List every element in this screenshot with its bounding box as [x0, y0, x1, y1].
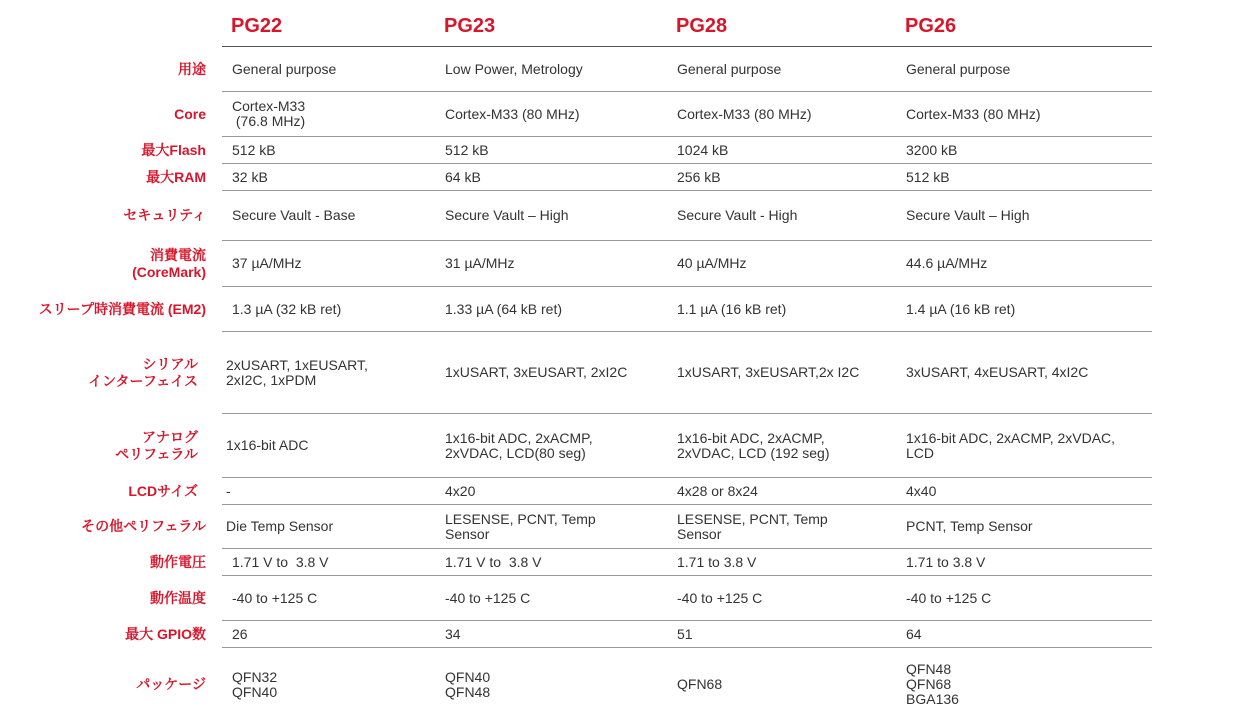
cell-text: 44.6 µA/MHz [906, 255, 988, 271]
cell-text: 1xUSART, 3xEUSART, 2xI2C [445, 364, 628, 380]
cell-text: -40 to +125 C [445, 589, 531, 606]
row-label-text: 最大 GPIO数 [125, 625, 206, 642]
table-cell [435, 47, 667, 92]
row-label-text: 最大Flash [141, 141, 206, 158]
row-label [0, 505, 222, 549]
table-cell [435, 137, 667, 164]
cell-text: General purpose [906, 60, 1011, 77]
table-cell [222, 137, 435, 164]
table-cell [435, 621, 667, 648]
row-label [0, 164, 222, 191]
table-row [0, 164, 1152, 191]
row-label [0, 241, 222, 287]
table-cell [896, 137, 1152, 164]
row-label-text: 消費電流 [150, 246, 206, 263]
cell-text: Secure Vault – High [445, 207, 569, 223]
table-cell [435, 549, 667, 576]
cell-text: QFN68 [677, 676, 723, 693]
table-row [0, 648, 1152, 722]
cell-text: -40 to +125 C [677, 589, 763, 606]
table-cell [667, 47, 896, 92]
row-label-text: 最大RAM [146, 168, 206, 185]
cell-text: -40 to +125 C [232, 589, 318, 606]
cell-text: Cortex-M33 [232, 98, 306, 114]
cell-text: 4x40 [906, 482, 937, 499]
cell-text: 3xUSART, 4xEUSART, 4xI2C [906, 364, 1089, 380]
cell-text: QFN40 [445, 668, 491, 685]
table-cell [222, 505, 435, 549]
cell-text: -40 to +125 C [906, 589, 992, 606]
row-label-text: その他ペリフェラル [81, 518, 206, 534]
table-cell [896, 414, 1152, 478]
table-cell [896, 576, 1152, 621]
table-cell [667, 505, 896, 549]
table-cell [896, 92, 1152, 137]
row-label [0, 621, 222, 648]
cell-text: Low Power, Metrology [445, 60, 583, 77]
column-header-pg26: PG26 [896, 6, 1152, 47]
table-cell [222, 191, 435, 241]
cell-text: 1.4 µA (16 kB ret) [906, 300, 1016, 317]
cell-text: PCNT, Temp Sensor [906, 518, 1033, 534]
cell-text: 2xI2C, 1xPDM [226, 371, 317, 388]
row-label-text: 動作温度 [150, 589, 206, 606]
cell-text: 1.1 µA (16 kB ret) [677, 300, 787, 317]
table-row [0, 241, 1152, 287]
cell-text: LCD [906, 444, 935, 461]
table-cell [435, 92, 667, 137]
cell-text: Die Temp Sensor [226, 518, 334, 534]
row-label-text: Core [174, 105, 206, 122]
cell-text: 64 [906, 625, 922, 642]
cell-text: 1024 kB [677, 141, 729, 158]
table-cell [435, 648, 667, 722]
cell-text: 2xUSART, 1xEUSART, [226, 356, 368, 373]
table-cell [896, 241, 1152, 287]
table-cell [896, 505, 1152, 549]
table-row [0, 332, 1152, 414]
table-cell [222, 549, 435, 576]
table-row [0, 414, 1152, 478]
table-cell [667, 137, 896, 164]
cell-text: - [226, 482, 231, 499]
cell-text: 1.33 µA (64 kB ret) [445, 300, 563, 317]
cell-text: QFN48 [906, 661, 952, 678]
cell-text: Secure Vault - Base [232, 207, 356, 223]
table-cell [667, 92, 896, 137]
cell-text: Cortex-M33 (80 MHz) [445, 105, 580, 122]
table-cell [667, 414, 896, 478]
cell-text: General purpose [232, 60, 337, 77]
cell-text: 512 kB [906, 168, 950, 185]
table-cell [222, 164, 435, 191]
table-cell [667, 332, 896, 414]
row-label [0, 47, 222, 92]
cell-text: 34 [445, 625, 461, 642]
table-cell [435, 505, 667, 549]
table-cell [435, 414, 667, 478]
cell-text: 1x16-bit ADC, 2xACMP, [677, 429, 825, 446]
cell-text: BGA136 [906, 691, 959, 708]
table-row [0, 621, 1152, 648]
column-header-pg28: PG28 [667, 6, 896, 47]
cell-text: LESENSE, PCNT, Temp [677, 510, 828, 527]
cell-text: Secure Vault – High [906, 207, 1030, 223]
cell-text: QFN40 [232, 683, 278, 700]
cell-text: QFN32 [232, 668, 278, 685]
cell-text: 32 kB [232, 168, 268, 185]
table-cell [222, 332, 435, 414]
cell-text: 1x16-bit ADC [226, 437, 309, 453]
table-cell [667, 648, 896, 722]
table-cell [667, 164, 896, 191]
row-label-text: パッケージ [136, 676, 206, 692]
cell-text: LESENSE, PCNT, Temp [445, 510, 596, 527]
row-label [0, 648, 222, 722]
row-label-text: (CoreMark) [132, 263, 206, 280]
table-cell [222, 576, 435, 621]
row-label-text: 動作電圧 [150, 553, 206, 570]
table-row [0, 505, 1152, 549]
table-cell [896, 549, 1152, 576]
table-cell [222, 241, 435, 287]
cell-text: Cortex-M33 (80 MHz) [677, 105, 812, 122]
table-row [0, 137, 1152, 164]
table-cell [896, 621, 1152, 648]
table-row [0, 92, 1152, 137]
table-row [0, 47, 1152, 92]
table-cell [222, 47, 435, 92]
table-row [0, 549, 1152, 576]
table-cell [896, 478, 1152, 505]
row-label [0, 549, 222, 576]
cell-text: General purpose [677, 60, 782, 77]
cell-text: 1.71 V to 3.8 V [445, 553, 542, 570]
row-label [0, 414, 222, 478]
table-cell [222, 414, 435, 478]
table-row [0, 478, 1152, 505]
table-cell [667, 191, 896, 241]
cell-text: QFN48 [445, 683, 491, 700]
row-label-text: 用途 [178, 60, 206, 77]
row-label-text: スリープ時消費電流 (EM2) [38, 300, 206, 317]
header-corner [0, 6, 222, 47]
cell-text: 3200 kB [906, 141, 958, 158]
table-cell [222, 92, 435, 137]
cell-text: 4x20 [445, 482, 476, 499]
table-row [0, 191, 1152, 241]
cell-text: 51 [677, 625, 693, 642]
table-cell [435, 191, 667, 241]
cell-text: (76.8 MHz) [232, 113, 306, 129]
table-cell [435, 287, 667, 332]
row-label-text: LCDサイズ [128, 482, 198, 499]
table-cell [667, 287, 896, 332]
table-row [0, 576, 1152, 621]
row-label [0, 332, 222, 414]
table-cell [667, 478, 896, 505]
table-cell [435, 478, 667, 505]
table-cell [435, 164, 667, 191]
row-label [0, 137, 222, 164]
cell-text: 37 µA/MHz [232, 255, 302, 271]
table-cell [896, 164, 1152, 191]
cell-text: 4x28 or 8x24 [677, 482, 758, 499]
table-cell [896, 287, 1152, 332]
cell-text: QFN68 [906, 676, 952, 693]
row-label-text: セキュリティ [123, 207, 206, 223]
table-cell [222, 648, 435, 722]
row-label [0, 478, 222, 505]
row-label-text: ペリフェラル [115, 445, 198, 462]
row-label-text: アナログ [142, 428, 198, 445]
table-cell [435, 332, 667, 414]
table-cell [896, 332, 1152, 414]
product-comparison-table [0, 6, 1152, 722]
row-label-text: シリアル [142, 355, 198, 372]
table-cell [896, 47, 1152, 92]
cell-text: Sensor [677, 525, 722, 542]
table-cell [667, 621, 896, 648]
cell-text: 1.71 to 3.8 V [677, 553, 757, 570]
cell-text: 1.71 V to 3.8 V [232, 553, 329, 570]
column-header-pg23: PG23 [435, 6, 667, 47]
table-cell [222, 287, 435, 332]
cell-text: 1.3 µA (32 kB ret) [232, 300, 342, 317]
row-label [0, 191, 222, 241]
row-label [0, 576, 222, 621]
table-cell [435, 576, 667, 621]
cell-text: 40 µA/MHz [677, 255, 747, 271]
cell-text: 26 [232, 625, 248, 642]
cell-text: 1x16-bit ADC, 2xACMP, [445, 429, 593, 446]
header-row [0, 6, 1152, 47]
table-body [0, 47, 1152, 722]
table-cell [435, 241, 667, 287]
row-label-text: インターフェイス [88, 372, 198, 389]
cell-text: Secure Vault - High [677, 207, 798, 223]
table-cell [667, 549, 896, 576]
cell-text: 1x16-bit ADC, 2xACMP, 2xVDAC, [906, 429, 1116, 446]
cell-text: 256 kB [677, 168, 721, 185]
cell-text: 512 kB [445, 141, 489, 158]
table-cell [896, 191, 1152, 241]
cell-text: 512 kB [232, 141, 276, 158]
cell-text: 64 kB [445, 168, 481, 185]
cell-text: 31 µA/MHz [445, 255, 515, 271]
cell-text: 2xVDAC, LCD (192 seg) [677, 444, 830, 461]
row-label [0, 287, 222, 332]
table-cell [222, 478, 435, 505]
table-cell [667, 576, 896, 621]
table-cell [222, 621, 435, 648]
cell-text: 1xUSART, 3xEUSART,2x I2C [677, 364, 860, 380]
column-header-pg22: PG22 [222, 6, 435, 47]
table-row [0, 287, 1152, 332]
cell-text: Cortex-M33 (80 MHz) [906, 105, 1041, 122]
cell-text: 2xVDAC, LCD(80 seg) [445, 444, 586, 461]
cell-text: Sensor [445, 525, 490, 542]
table-cell [667, 241, 896, 287]
cell-text: 1.71 to 3.8 V [906, 553, 986, 570]
row-label [0, 92, 222, 137]
table-cell [896, 648, 1152, 722]
